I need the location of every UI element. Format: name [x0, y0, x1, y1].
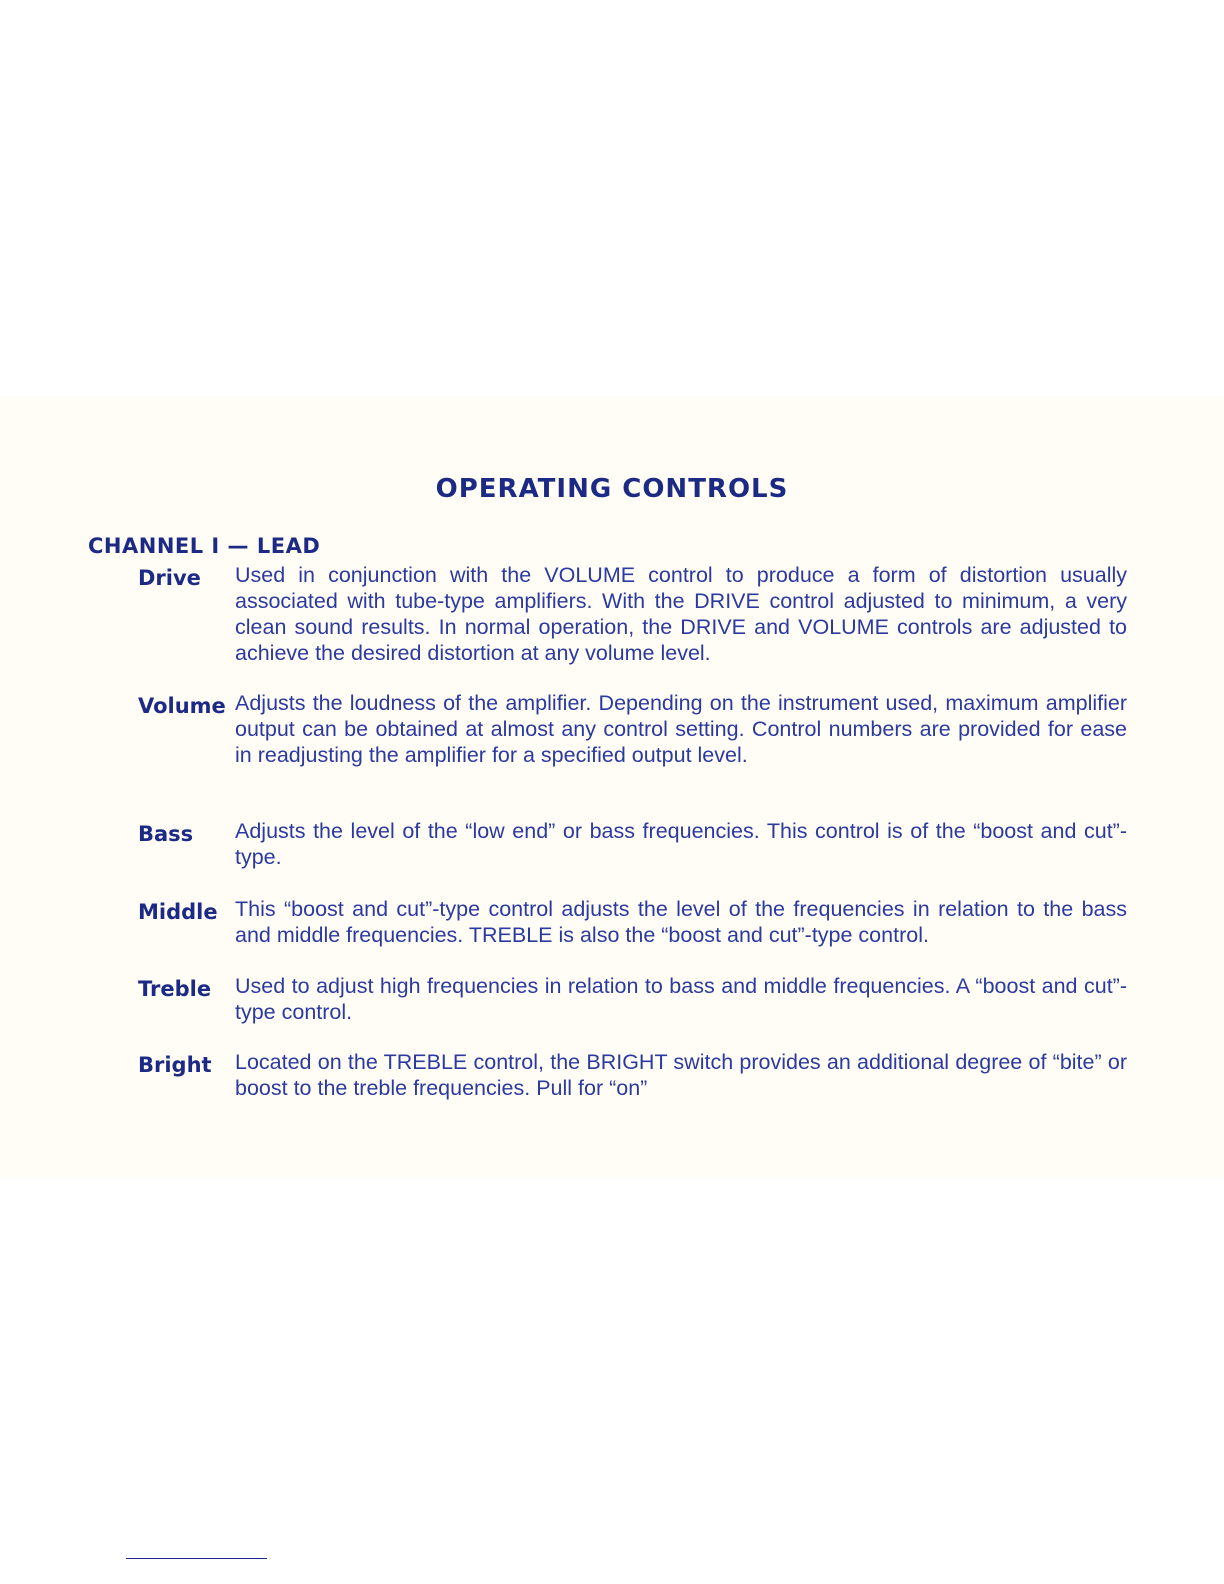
- section-heading: CHANNEL I — LEAD: [88, 534, 321, 558]
- control-label: Treble: [138, 977, 212, 1001]
- control-label: Volume: [138, 694, 226, 718]
- control-description: Adjusts the loudness of the amplifier. Depending on the instrument used, maximum amplifier output can be obtained at almost any control setting. Control numbers are provided for ease in readjusting the amplifier for a specified output level.: [235, 691, 1127, 767]
- footnote-rule: [126, 1558, 267, 1559]
- control-description: Used in conjunction with the VOLUME control to produce a form of distortion usually associated with tube-type amplifiers. With the DRIVE control adjusted to minimum, a very clean sound results. In normal operation, the DRIVE and VOLUME controls are adjusted to achieve the desired distortion at any volume level.: [235, 563, 1127, 665]
- control-label: Middle: [138, 900, 218, 924]
- control-description: Adjusts the level of the “low end” or bass frequencies. This control is of the “boost and cut”-type.: [235, 819, 1127, 869]
- page-title: OPERATING CONTROLS: [435, 474, 789, 504]
- control-description: Used to adjust high frequencies in relation to bass and middle frequencies. A “boost and cut”-type control.: [235, 974, 1127, 1024]
- control-label: Bass: [138, 822, 194, 846]
- control-label: Drive: [138, 566, 201, 590]
- control-label: Bright: [138, 1053, 212, 1077]
- control-description: Located on the TREBLE control, the BRIGHT switch provides an additional degree of “bite” or boost to the treble frequencies. Pull for “on”: [235, 1050, 1127, 1100]
- control-description: This “boost and cut”-type control adjusts the level of the frequencies in relation to the bass and middle frequencies. TREBLE is also the “boost and cut”-type control.: [235, 897, 1127, 947]
